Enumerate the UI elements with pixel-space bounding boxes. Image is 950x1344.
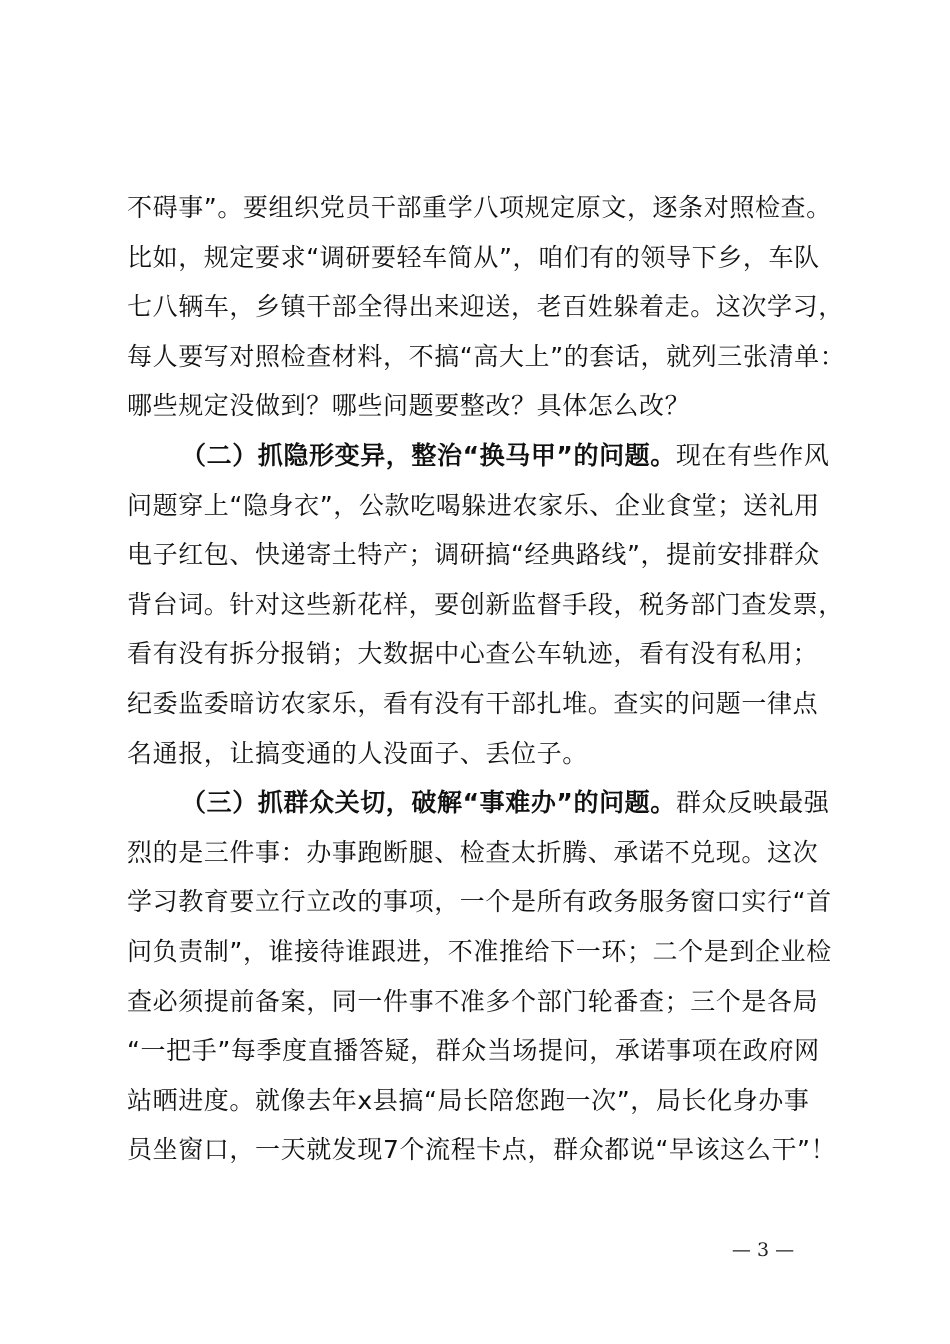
text-line <box>127 332 867 382</box>
paragraph-text: 站晒进度。就像去年x县搞“局长陪您跑一次”，局长化身办事 <box>127 1085 810 1115</box>
bold-heading-text: （三）抓群众关切，破解“事难办”的问题。 <box>181 788 676 818</box>
text-line <box>127 530 867 580</box>
text-line <box>127 679 867 729</box>
paragraph-text: 名通报，让搞变通的人没面子、丢位子。 <box>127 738 588 768</box>
text-line <box>127 877 867 927</box>
paragraph-text: 查必须提前备案，同一件事不准多个部门轮番查；三个是各局 <box>127 986 819 1016</box>
paragraph-text: 问负责制”，谁接待谁跟进，不准推给下一环；二个是到企业检 <box>127 936 832 966</box>
text-line-content <box>127 877 832 927</box>
page-number: — 3 — <box>731 1239 795 1261</box>
paragraph-text: 群众反映最强 <box>675 788 830 818</box>
text-line <box>127 927 867 977</box>
paragraph-text: 比如，规定要求“调研要轻车简从”，咱们有的领导下乡，车队 <box>127 242 820 272</box>
paragraph-text: 现在有些作风 <box>675 440 830 470</box>
text-line-content <box>127 629 818 679</box>
text-line <box>127 1076 867 1126</box>
text-line-content <box>127 282 844 332</box>
text-line <box>127 282 867 332</box>
paragraph-text: 烈的是三件事：办事跑断腿、检查太折腾、承诺不兑现。这次 <box>127 837 819 867</box>
document-body <box>127 183 867 1175</box>
paragraph-text: 学习教育要立行立改的事项，一个是所有政务服务窗口实行“首 <box>127 887 832 917</box>
text-line-content <box>127 1026 820 1076</box>
text-line <box>127 629 867 679</box>
text-line-content <box>127 1125 836 1175</box>
paragraph-text: 看有没有拆分报销；大数据中心查公车轨迹，看有没有私用； <box>127 639 819 669</box>
paragraph-text: 电子红包、快递寄土特产；调研搞“经典路线”，提前安排群众 <box>127 540 820 570</box>
paragraph-text: 员坐窗口，一天就发现7个流程卡点，群众都说“早该这么干”！ <box>127 1135 837 1165</box>
text-line-content <box>127 530 820 580</box>
text-line-content <box>127 1076 810 1126</box>
bold-heading-text: （二）抓隐形变异，整治“换马甲”的问题。 <box>181 440 676 470</box>
text-line-content <box>127 977 818 1027</box>
text-line <box>127 580 867 630</box>
text-line-content <box>181 431 829 481</box>
text-line-content <box>181 778 829 828</box>
text-line <box>127 183 867 233</box>
text-line <box>127 431 867 481</box>
text-line-content <box>127 481 820 531</box>
text-line <box>127 778 867 828</box>
text-line-content <box>127 381 690 431</box>
paragraph-text: 纪委监委暗访农家乐，看有没有干部扎堆。查实的问题一律点 <box>127 688 819 718</box>
paragraph-text: 问题穿上“隐身衣”，公款吃喝躲进农家乐、企业食堂；送礼用 <box>127 490 820 520</box>
paragraph-text: 背台词。针对这些新花样，要创新监督手段，税务部门查发票， <box>127 589 844 619</box>
paragraph-text: “一把手”每季度直播答疑，群众当场提问，承诺事项在政府网 <box>127 1036 820 1066</box>
text-line <box>127 381 867 431</box>
text-line <box>127 233 867 283</box>
text-line-content <box>127 183 832 233</box>
text-line <box>127 481 867 531</box>
paragraph-text: 每人要写对照检查材料，不搞“高大上”的套话，就列三张清单： <box>127 341 846 371</box>
text-line-content <box>127 233 820 283</box>
paragraph-text: 不碍事”。要组织党员干部重学八项规定原文，逐条对照检查。 <box>127 193 832 222</box>
text-line-content <box>127 927 832 977</box>
text-line <box>127 729 867 779</box>
text-line-content <box>127 729 588 779</box>
paragraph-text: 哪些规定没做到？哪些问题要整改？具体怎么改？ <box>127 391 691 421</box>
text-line <box>127 1026 867 1076</box>
text-line-content <box>127 580 844 630</box>
text-line-content <box>127 332 845 382</box>
text-line <box>127 1125 867 1175</box>
text-line <box>127 977 867 1027</box>
text-line-content <box>127 679 818 729</box>
text-line-content <box>127 828 818 878</box>
text-line <box>127 828 867 878</box>
paragraph-text: 七八辆车，乡镇干部全得出来迎送，老百姓躲着走。这次学习， <box>127 292 844 322</box>
